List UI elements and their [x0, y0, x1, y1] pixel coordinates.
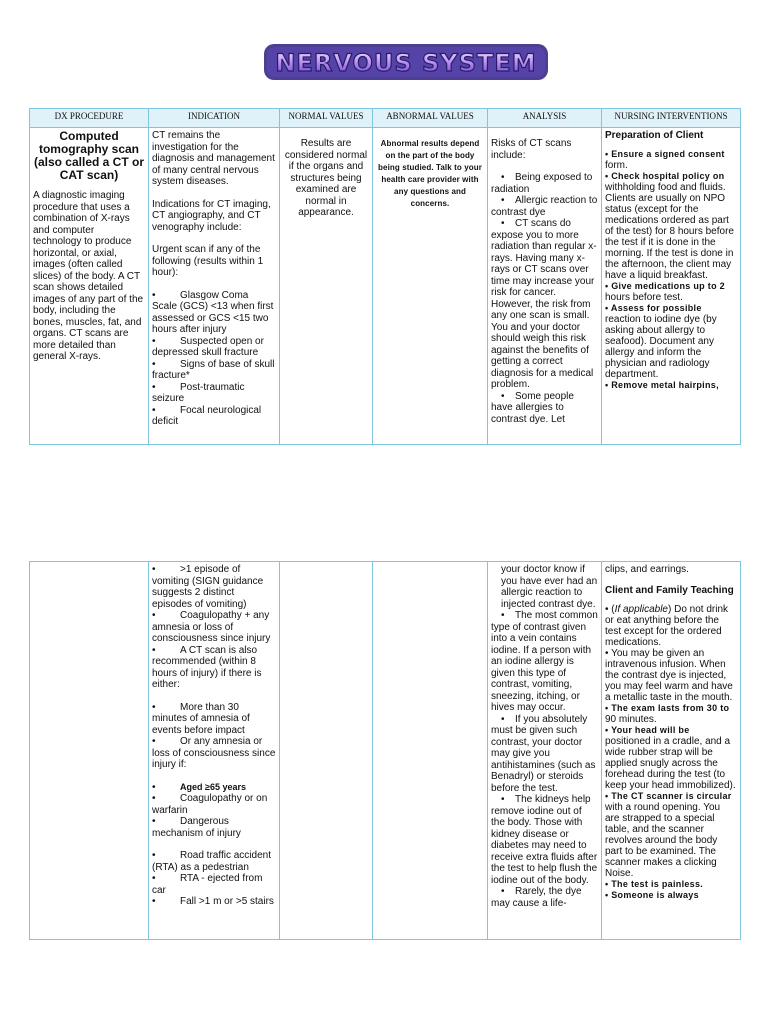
nursing-heading: Client and Family Teaching [605, 585, 734, 596]
indication-list [152, 782, 276, 840]
list-item: • Aged ≥65 years [152, 781, 246, 793]
header-analysis: ANALYSIS [488, 109, 602, 128]
procedure-title: Computed tomography scan (also called a CT or CAT scan) [33, 129, 145, 182]
analysis-text: your doctor know if you have ever had an allergic reaction to injected contrast dye. [501, 564, 598, 610]
list-item: • Signs of base of skull fracture* [152, 358, 275, 381]
list-item: • Coagulopathy + any amnesia or loss of consciousness since injury [152, 610, 271, 644]
nursing-item: • Check hospital policy on withholding food and fluids. Clients are usually on NPO status (except for the medications ordered as part of the test) for 8 hours before the test if it is done in the morning. If the test is done in the afternoon, the client may have a liquid breakfast. [605, 171, 734, 281]
nursing-item: • Someone is always [605, 890, 699, 900]
page-title-banner [262, 40, 550, 84]
analysis-list [491, 610, 598, 909]
analysis-cell [488, 562, 602, 940]
list-item: • Dangerous mechanism of injury [152, 816, 241, 839]
header-dx-procedure: DX PROCEDURE [30, 109, 149, 128]
normal-values-cell [280, 128, 373, 445]
list-item: • Road traffic accident (RTA) as a pedestrian [152, 850, 271, 873]
list-item: • Focal neurological deficit [152, 404, 262, 427]
normal-values-text: Results are considered normal if the organs and structures being examined are normal in appearance. [284, 138, 368, 218]
indication-cell [149, 562, 280, 940]
list-item: • The kidneys help remove iodine out of the body. Those with kidney disease or diabetes may need to receive extra fluids after the test to help flush the iodine out of the body. [491, 794, 598, 886]
title-wordart [262, 40, 550, 84]
abnormal-values-cell [373, 562, 488, 940]
header-normal-values: NORMAL VALUES [280, 109, 373, 128]
list-item: • Coagulopathy or on warfarin [152, 793, 268, 816]
list-item: • Post-traumatic seizure [152, 381, 245, 404]
list-item: • Some people have allergies to contrast dye. Let [491, 390, 574, 425]
nursing-item: • You may be given an intravenous infusion. When the contrast dye is injected, you may feel warm and have a metallic taste in the mouth. [605, 648, 733, 703]
table-row [30, 128, 741, 445]
nursing-cell [602, 128, 741, 445]
list-item: • CT scans do expose you to more radiation than regular x-rays. Having many x-rays or CT scans over time may increase your risk for cancer. However, the risk from any one scan is small. You and your doctor should weigh this risk against the benefits of getting a correct diagnosis for a medical problem. [491, 218, 597, 390]
indication-text: Urgent scan if any of the following (results within 1 hour): [152, 244, 264, 278]
indication-list [152, 290, 276, 428]
nursing-text: clips, and earrings. [605, 564, 689, 575]
header-indication: INDICATION [149, 109, 280, 128]
list-item: • Suspected open or depressed skull fracture [152, 335, 264, 358]
list-item: • Glasgow Coma Scale (GCS) <13 when first assessed or GCS <15 two hours after injury [152, 289, 274, 335]
page-title: NERVOUS SYSTEM [275, 49, 537, 77]
analysis-cell [488, 128, 602, 445]
indication-list [152, 564, 276, 691]
list-item: • A CT scan is also recommended (within 8 hours of injury) if there is either: [152, 644, 262, 690]
procedure-table-part-1 [29, 108, 741, 445]
nursing-item: • Assess for possible reaction to iodine dye (by asking about allergy to seafood). Document any allergy and inform the physician and radiology department. [605, 303, 717, 380]
list-item: • Fall >1 m or >5 stairs [152, 896, 274, 907]
procedure-cell [30, 128, 149, 445]
nursing-item: • The CT scanner is circular with a round opening. You are strapped to a special table, and the scanner revolves around the body part to be examined. The scanner makes a clicking Noise. [605, 791, 732, 879]
nursing-item: • The test is painless. [605, 879, 704, 889]
procedure-cell [30, 562, 149, 940]
analysis-list [491, 172, 598, 425]
nursing-item: • Ensure a signed consent form. [605, 149, 725, 171]
list-item: • If you absolutely must be given such contrast, your doctor may give you antihistamines (such as Benadryl) or steroids before the test. [491, 713, 596, 794]
indication-list [152, 850, 276, 908]
nursing-item: • Give medications up to 2 hours before test. [605, 281, 725, 303]
list-item: • RTA - ejected from car [152, 873, 263, 896]
list-item: • Rarely, the dye may cause a life- [491, 886, 582, 909]
indication-cell [149, 128, 280, 445]
list-item: • Allergic reaction to contrast dye [491, 195, 598, 218]
list-item: • >1 episode of vomiting (SIGN guidance suggests 2 distinct episodes of vomiting) [152, 564, 264, 610]
nursing-item: • Remove metal hairpins, [605, 380, 719, 390]
nursing-heading: Preparation of Client [605, 130, 704, 141]
header-nursing-interventions: NURSING INTERVENTIONS [602, 109, 741, 128]
nursing-item: • Your head will be positioned in a cradle, and a wide rubber strap will be applied snugly across the forehead during the test (to keep your head immobilized). [605, 725, 736, 791]
nursing-item: • The exam lasts from 30 to 90 minutes. [605, 703, 730, 725]
abnormal-values-cell [373, 128, 488, 445]
indication-list [152, 702, 276, 771]
list-item: • The most common type of contrast given into a vein contains iodine. If a person with an iodine allergy is given this type of contrast, vomiting, sneezing, itching, or hives may occur. [491, 610, 598, 713]
analysis-intro: Risks of CT scans include: [491, 138, 572, 161]
normal-values-cell [280, 562, 373, 940]
header-abnormal-values: ABNORMAL VALUES [373, 109, 488, 128]
nursing-cell [602, 562, 741, 940]
list-item: • Being exposed to radiation [491, 172, 593, 195]
table-header-row [30, 109, 741, 128]
list-item: • More than 30 minutes of amnesia of events before impact [152, 701, 250, 736]
nursing-item: • (If applicable) Do not drink or eat anything before the test except for the ordered medications. [605, 604, 729, 648]
indication-text: Indications for CT imaging, CT angiography, and CT venography include: [152, 198, 271, 233]
table-row [30, 562, 741, 940]
abnormal-values-text: Abnormal results depend on the part of the body being studied. Talk to your health care provider with any questions and concerns. [378, 139, 482, 208]
procedure-table-part-2 [29, 561, 741, 940]
indication-text: CT remains the investigation for the diagnosis and management of many central nervous system diseases. [152, 130, 275, 187]
procedure-description: A diagnostic imaging procedure that uses a combination of X-rays and computer technology to produce horizontal, or axial, images (often called slices) of the body. A CT scan shows detailed images of any part of the body, including the bones, muscles, fat, and organs. CT scans are more detailed than general X-rays. [33, 190, 144, 362]
list-item: • Or any amnesia or loss of consciousness since injury if: [152, 736, 276, 770]
